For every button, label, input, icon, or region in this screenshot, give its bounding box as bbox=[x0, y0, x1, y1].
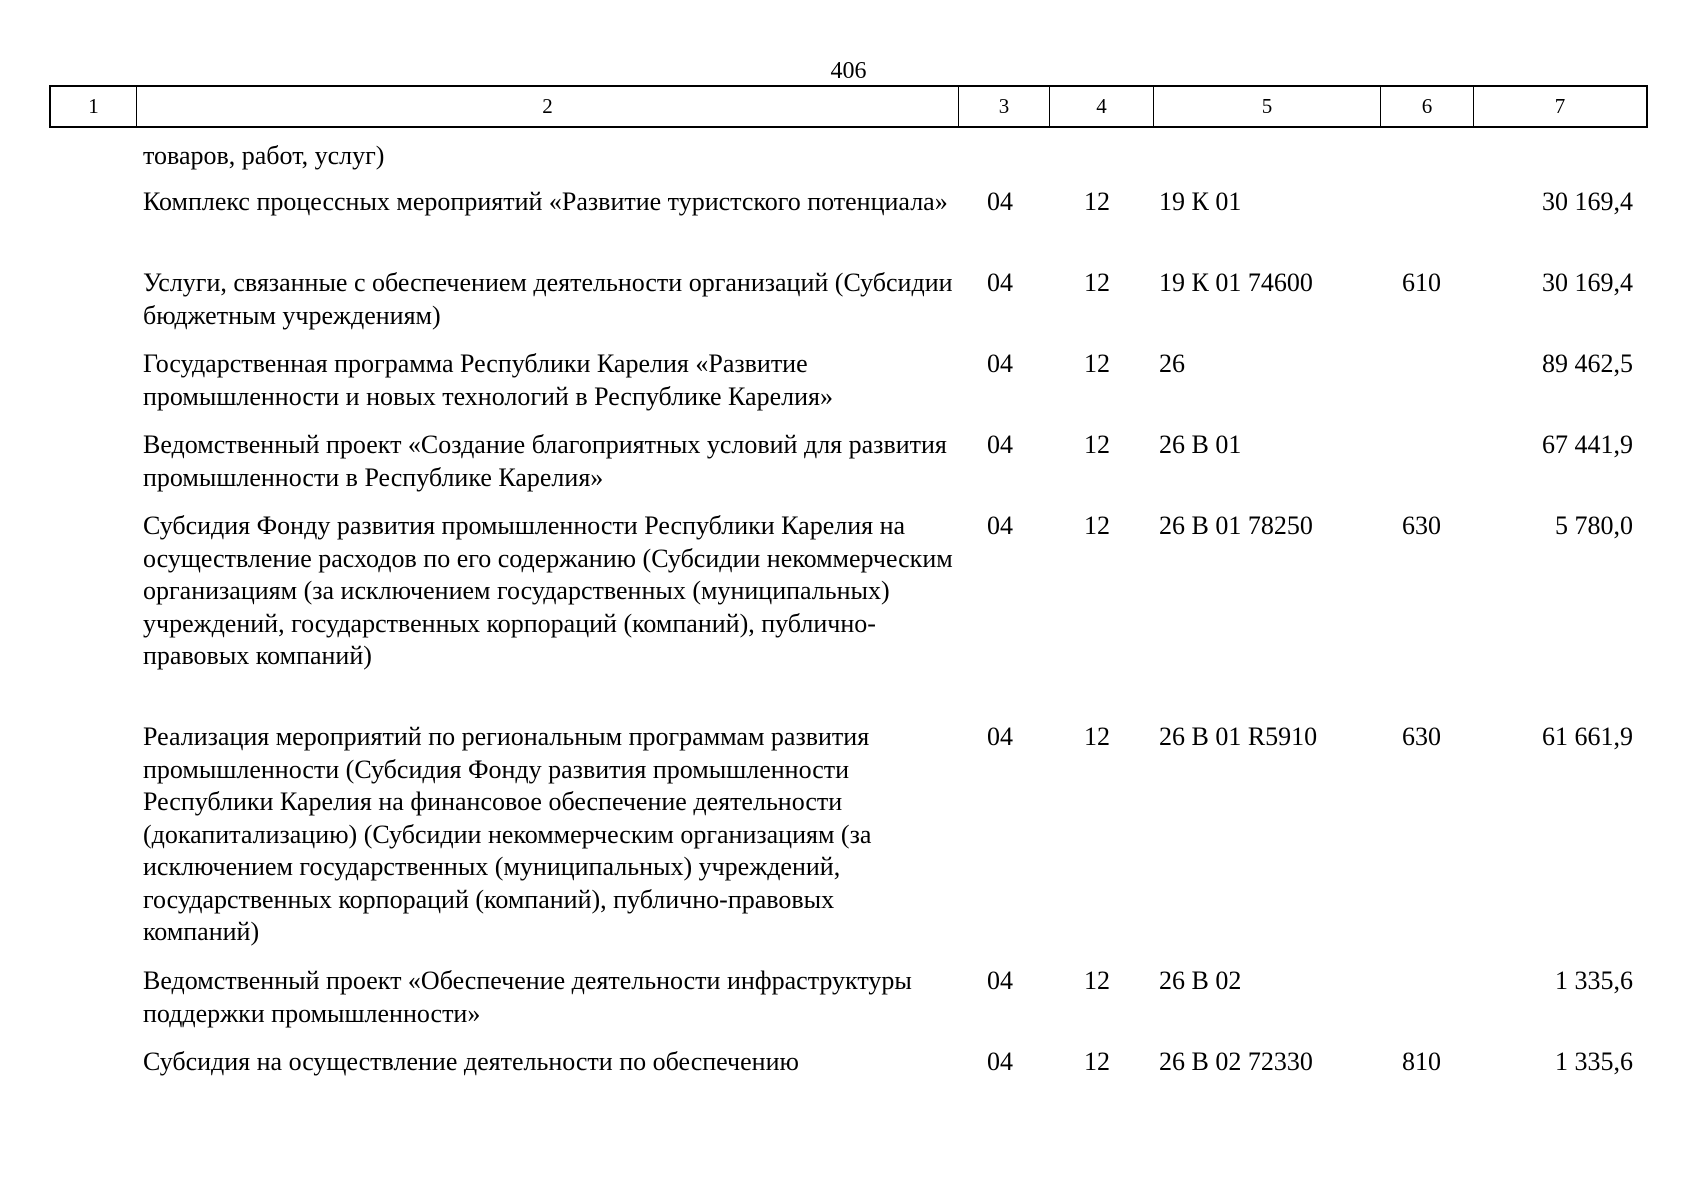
row-description: Комплекс процессных мероприятий «Развитие туристского потенциала» bbox=[143, 187, 948, 216]
column-header-5: 5 bbox=[1154, 87, 1381, 126]
section-code: 04 bbox=[987, 349, 1013, 378]
column-header-2: 2 bbox=[137, 87, 959, 126]
row-description: Субсидия Фонду развития промышленности Республики Карелия на осуществление расходов по его содержанию (Субсидии некоммерческим организациям (за исключением государственных (муниципальных) учреждений, государственных корпораций (компаний), публично-правовых компаний) bbox=[143, 511, 953, 670]
column-header-6: 6 bbox=[1381, 87, 1474, 126]
row-description: Ведомственный проект «Обеспечение деятельности инфраструктуры поддержки промышленности» bbox=[143, 966, 912, 1028]
page-number: 406 bbox=[830, 58, 867, 84]
section-code: 04 bbox=[987, 722, 1013, 751]
subsection-code: 12 bbox=[1084, 1047, 1110, 1076]
target-article-code: 26 В 01 bbox=[1159, 430, 1242, 459]
subsection-code: 12 bbox=[1084, 430, 1110, 459]
subsection-code: 12 bbox=[1084, 511, 1110, 540]
target-article-code: 26 В 01 78250 bbox=[1159, 511, 1313, 540]
row-description: Услуги, связанные с обеспечением деятельности организаций (Субсидии бюджетным учреждениям) bbox=[143, 268, 953, 330]
section-code: 04 bbox=[987, 268, 1013, 297]
amount: 61 661,9 bbox=[1542, 722, 1633, 751]
target-article-code: 19 К 01 bbox=[1159, 187, 1242, 216]
section-code: 04 bbox=[987, 966, 1013, 995]
row-description: Ведомственный проект «Создание благоприятных условий для развития промышленности в Республике Карелия» bbox=[143, 430, 947, 492]
target-article-code: 26 В 01 R5910 bbox=[1159, 722, 1318, 751]
expense-type-code: 630 bbox=[1402, 722, 1441, 751]
section-code: 04 bbox=[987, 1047, 1013, 1076]
amount: 89 462,5 bbox=[1542, 349, 1633, 378]
subsection-code: 12 bbox=[1084, 966, 1110, 995]
target-article-code: 26 bbox=[1159, 349, 1185, 378]
column-header-3: 3 bbox=[959, 87, 1050, 126]
section-code: 04 bbox=[987, 511, 1013, 540]
amount: 67 441,9 bbox=[1542, 430, 1633, 459]
amount: 1 335,6 bbox=[1555, 966, 1633, 995]
column-header-1: 1 bbox=[51, 87, 137, 126]
target-article-code: 26 В 02 bbox=[1159, 966, 1242, 995]
section-code: 04 bbox=[987, 187, 1013, 216]
subsection-code: 12 bbox=[1084, 268, 1110, 297]
amount: 30 169,4 bbox=[1542, 268, 1633, 297]
row-description: Реализация мероприятий по региональным программам развития промышленности (Субсидия Фонду развития промышленности Республики Карелия на финансовое обеспечение деятельности (докапитализацию) (Субсидии некоммерческим организациям (за исключением государственных (муниципальных) учреждений, государственных корпораций (компаний), публично-правовых компаний) bbox=[143, 722, 872, 946]
amount: 1 335,6 bbox=[1555, 1047, 1633, 1076]
expense-type-code: 610 bbox=[1402, 268, 1441, 297]
expense-type-code: 810 bbox=[1402, 1047, 1441, 1076]
target-article-code: 19 К 01 74600 bbox=[1159, 268, 1313, 297]
row-description: Государственная программа Республики Карелия «Развитие промышленности и новых технологий в Республике Карелия» bbox=[143, 349, 833, 411]
subsection-code: 12 bbox=[1084, 722, 1110, 751]
target-article-code: 26 В 02 72330 bbox=[1159, 1047, 1313, 1076]
column-header-row bbox=[49, 85, 1648, 128]
amount: 30 169,4 bbox=[1542, 187, 1633, 216]
subsection-code: 12 bbox=[1084, 349, 1110, 378]
expense-type-code: 630 bbox=[1402, 511, 1441, 540]
row-description: Субсидия на осуществление деятельности по обеспечению bbox=[143, 1047, 799, 1076]
row-description: товаров, работ, услуг) bbox=[143, 141, 385, 170]
column-header-4: 4 bbox=[1050, 87, 1154, 126]
column-header-7: 7 bbox=[1554, 94, 1566, 118]
amount: 5 780,0 bbox=[1555, 511, 1633, 540]
subsection-code: 12 bbox=[1084, 187, 1110, 216]
section-code: 04 bbox=[987, 430, 1013, 459]
